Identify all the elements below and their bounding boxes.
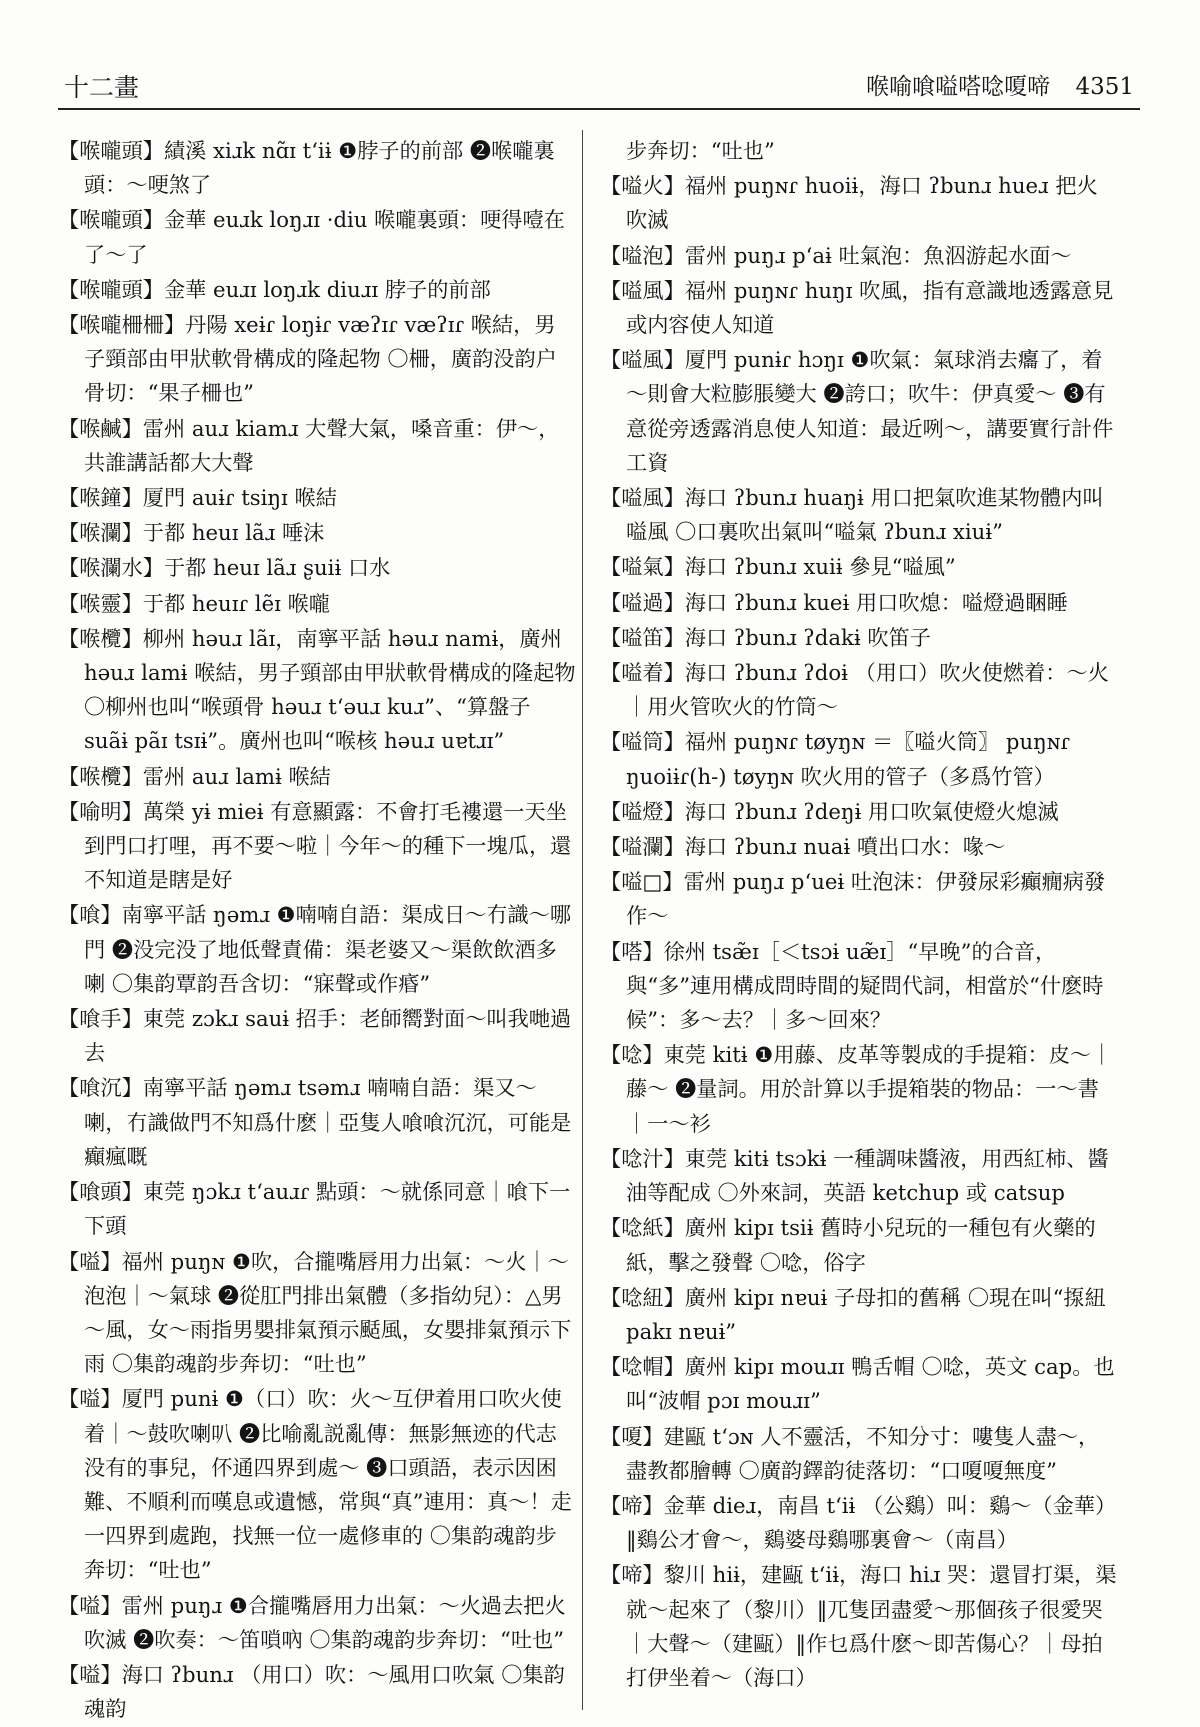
dictionary-entry: 【喉嚨頭】績溪 xiɹk nɑ̃ɪ tʻiɨ ❶脖子的前部 ❷喉嚨裏頭：～哽煞了 xyxy=(58,138,555,198)
dictionary-entry: 【喰手】東莞 zɔkɹ sauɨ 招手：老師嚮對面～叫我哋過去 xyxy=(58,1006,572,1066)
dictionary-entry: 【嗌笛】海口 ʔbunɹ ʔdakɨ 吹笛子 xyxy=(600,624,931,650)
dictionary-entry: 【啼】黎川 hiɨ，建甌 tʻiɨ，海口 hiɹ 哭：還冒打渠，渠就～起來了（黎川）‖兀隻囝盡愛～那個孩子很愛哭｜大聲～（建甌）‖作乜爲什麽～即苦傷心？｜母拍打伊坐着～（海口） xyxy=(600,1562,1117,1690)
page-header xyxy=(58,62,1140,110)
dictionary-entry: 【喉嚨柵柵】丹陽 xeɨɾ loŋɨɾ væʔɪɾ væʔɪɾ 喉結，男子頸部由甲狀軟骨構成的隆起物 〇柵，廣韵没韵户骨切：“果子柵也” xyxy=(58,312,557,406)
dictionary-entry: 【喰頭】東莞 ŋɔkɹ tʻauɹɾ 點頭：～就係同意｜喰下一下頭 xyxy=(58,1179,571,1239)
dictionary-entry: 【喉瀾】于都 heuɪ lãɹ 唾沫 xyxy=(58,520,325,546)
right-column xyxy=(600,134,1118,1696)
dictionary-entry: 【嗌瀾】海口 ʔbunɹ nuaɨ 噴出口水：喙～ xyxy=(600,834,1006,860)
dictionary-entry: 【喉嚨頭】金華 euɹk loŋɹɪ ·diu 喉嚨裏頭：哽得噎在了～了 xyxy=(58,207,565,267)
dictionary-entry: 【喉欖】柳州 həuɹ lãɪ，南寧平話 həuɹ namɨ，廣州 həuɹ lamɨ 喉結，男子頸部由甲狀軟骨構成的隆起物 〇柳州也叫“喉頭骨 həuɹ tʻəuɹ kuɹ”、“算盤子 suãɨ pãɪ tsɪɨ”。廣州也叫“喉核 həuɹ uɐtɹɪ” xyxy=(58,625,576,754)
dictionary-entry: 【唸紐】廣州 kipɪ nɐuɨ 子母扣的舊稱 〇現在叫“揼紐 pakɪ nɐuɨ” xyxy=(600,1284,1106,1344)
section-heading: 十二畫 xyxy=(64,73,140,102)
dictionary-entry: 【唸紙】廣州 kipɪ tsiɨ 舊時小兒玩的一種包有火藥的紙，擊之發聲 〇唸，俗字 xyxy=(600,1215,1096,1275)
running-head xyxy=(866,68,1134,101)
dictionary-entry: 【嗌風】福州 puŋɴɾ huŋɪ 吹風，指有意識地透露意見或内容使人知道 xyxy=(600,277,1114,338)
dictionary-entry: 【嗌】福州 puŋɴ ❶吹，合攏嘴唇用力出氣：～火｜～泡泡｜～氣球 ❷從肛門排出氣體（多指幼兒）：△男～風，女～雨指男嬰排氣預示颳風，女嬰排氣預示下雨 〇集韵魂韵步奔切：“吐也” xyxy=(58,1248,572,1377)
dictionary-entry: 【嗌筒】福州 puŋɴɾ tøyŋɴ ＝〖嗌火筒〗 puŋɴɾ ŋuoiɨɾ(h-) tøyŋɴ 吹火用的管子（多爲竹管） xyxy=(600,729,1071,789)
dictionary-entry: 【嗌着】海口 ʔbunɹ ʔdoɨ （用口）吹火使燃着：～火｜用火管吹火的竹筒～ xyxy=(600,660,1109,720)
dictionary-entry: 【嗌風】海口 ʔbunɹ huaŋɨ 用口把氣吹進某物體内叫嗌風 〇口裏吹出氣叫“嗌氣 ʔbunɹ xiuɨ” xyxy=(600,485,1104,545)
head-characters: 喉喻喰嗌嗒唸嗄啼 xyxy=(866,74,1051,100)
dictionary-entry-continuation: 步奔切：“吐也” xyxy=(626,138,775,163)
dictionary-entry: 【嗌□】雷州 puŋɹ pʻueɨ 吐泡沫：伊發尿彩癲癇病發作～ xyxy=(600,869,1106,929)
dictionary-entry: 【喉靈】于都 heuɪɾ lẽɪ 喉嚨 xyxy=(58,590,330,616)
dictionary-entry: 【嗒】徐州 tsæ̃ɪ［＜tsɔɨ uæ̃ɪ］“早晚”的合音，與“多”連用構成問時間的疑問代詞，相當於“什麽時候”：多～去？｜多～回來？ xyxy=(600,938,1104,1033)
dictionary-entry: 【嗄】建甌 tʻɔɴ 人不靈活，不知分寸：嘍隻人盡～，盡教都膾轉 〇廣韵鐸韵徒落切：“口嗄嗄無度” xyxy=(600,1423,1100,1483)
dictionary-entry: 【嗌】海口 ʔbunɹ （用口）吹：～風用口吹氣 〇集韵魂韵 xyxy=(58,1661,565,1722)
dictionary-entry: 【喉鹹】雷州 auɹ kiamɹ 大聲大氣，嗓音重：伊～，共誰講話都大大聲 xyxy=(58,415,560,475)
dictionary-entry: 【喰】南寧平話 ŋəmɹ ❶喃喃自語：渠成日～冇識～哪門 ❷没完没了地低聲責備：渠老婆又～渠飲飲酒多喇 〇集韵覃韵吾含切：“寐聲或作痻” xyxy=(58,902,572,996)
dictionary-entry: 【嗌】雷州 puŋɹ ❶合攏嘴唇用力出氣：～火過去把火吹滅 ❷吹奏：～笛嗩吶 〇集韵魂韵步奔切：“吐也” xyxy=(58,1592,566,1652)
dictionary-entry: 【唸汁】東莞 kitɨ tsɔkɨ 一種調味醬液，用西紅柿、醬油等配成 〇外來詞，英語 ketchup 或 catsup xyxy=(600,1145,1109,1206)
dictionary-entry: 【唸】東莞 kitɨ ❶用藤、皮革等製成的手提箱：皮～｜藤～ ❷量詞。用於計算以手提箱裝的物品：一～書｜一～衫 xyxy=(600,1042,1113,1136)
dictionary-entry: 【嗌】厦門 punɨ ❶（口）吹：火～互伊着用口吹火使着｜～鼓吹喇叭 ❷比喻亂説亂傳：無影無迹的代志没有的事兒，伓通四界到處～ ❸口頭語，表示因困難、不順利而嘆息或遺憾，常與“真”連用：真～！走一四界到處跑，找無一位一處修車的 〇集韵魂韵步奔切：“吐也” xyxy=(58,1386,572,1583)
dictionary-entry: 【喉鐘】厦門 auɨɾ tsiŋɪ 喉結 xyxy=(58,485,337,511)
dictionary-entry: 【唸帽】廣州 kipɪ mouɹɪ 鴨舌帽 〇唸，英文 cap。也叫“波帽 pɔɪ mouɹɪ” xyxy=(600,1354,1115,1414)
dictionary-entry: 【喉嚨頭】金華 euɹɪ loŋɹk diuɹɪ 脖子的前部 xyxy=(58,276,491,302)
dictionary-entry: 【啼】金華 dieɹ，南昌 tʻiɨ （公鷄）叫：鷄～（金華）‖鷄公才會～，鷄婆母鷄哪裏會～（南昌） xyxy=(600,1492,1117,1553)
dictionary-entry: 【喰沉】南寧平話 ŋəmɹ tsəmɹ 喃喃自語：渠又～喇，冇識做門不知爲什麽｜亞隻人喰喰沉沉，可能是癲瘋嘅 xyxy=(58,1075,572,1169)
page-number: 4351 xyxy=(1075,74,1134,100)
dictionary-entry: 【嗌過】海口 ʔbunɹ kueɨ 用口吹熄：嗌燈過睏睡 xyxy=(600,589,1068,615)
left-column xyxy=(58,134,576,1727)
dictionary-entry: 【喉欖】雷州 auɹ lamɨ 喉結 xyxy=(58,763,331,789)
dictionary-entry: 【嗌火】福州 puŋɴɾ huoiɨ，海口 ʔbunɹ hueɹ 把火吹滅 xyxy=(600,173,1098,233)
dictionary-entry: 【嗌風】厦門 punɨɾ hɔŋɪ ❶吹氣：氣球消去癟了，着～則會大粒膨脹變大 ❷誇口；吹牛：伊真愛～ ❸有意從旁透露消息使人知道：最近咧～，講要實行計件工資 xyxy=(600,347,1114,475)
dictionary-entry: 【嗌泡】雷州 puŋɹ pʻaɨ 吐氣泡：魚泅游起水面～ xyxy=(600,242,1072,268)
dictionary-entry: 【喻明】萬榮 yɨ mieɨ 有意顯露：不會打毛褸還一天坐到門口打哩，再不要～啦｜今年～的種下一塊瓜，還不知道是瞎是好 xyxy=(58,798,572,893)
dictionary-entry: 【喉瀾水】于都 heuɪ lãɹ ʂuiɨ 口水 xyxy=(58,555,391,581)
dictionary-entry: 【嗌氣】海口 ʔbunɹ xuiɨ 參見“嗌風” xyxy=(600,554,956,580)
dictionary-entry: 【嗌燈】海口 ʔbunɹ ʔdeŋɨ 用口吹氣使燈火熄滅 xyxy=(600,798,1059,824)
column-divider xyxy=(582,130,583,1710)
